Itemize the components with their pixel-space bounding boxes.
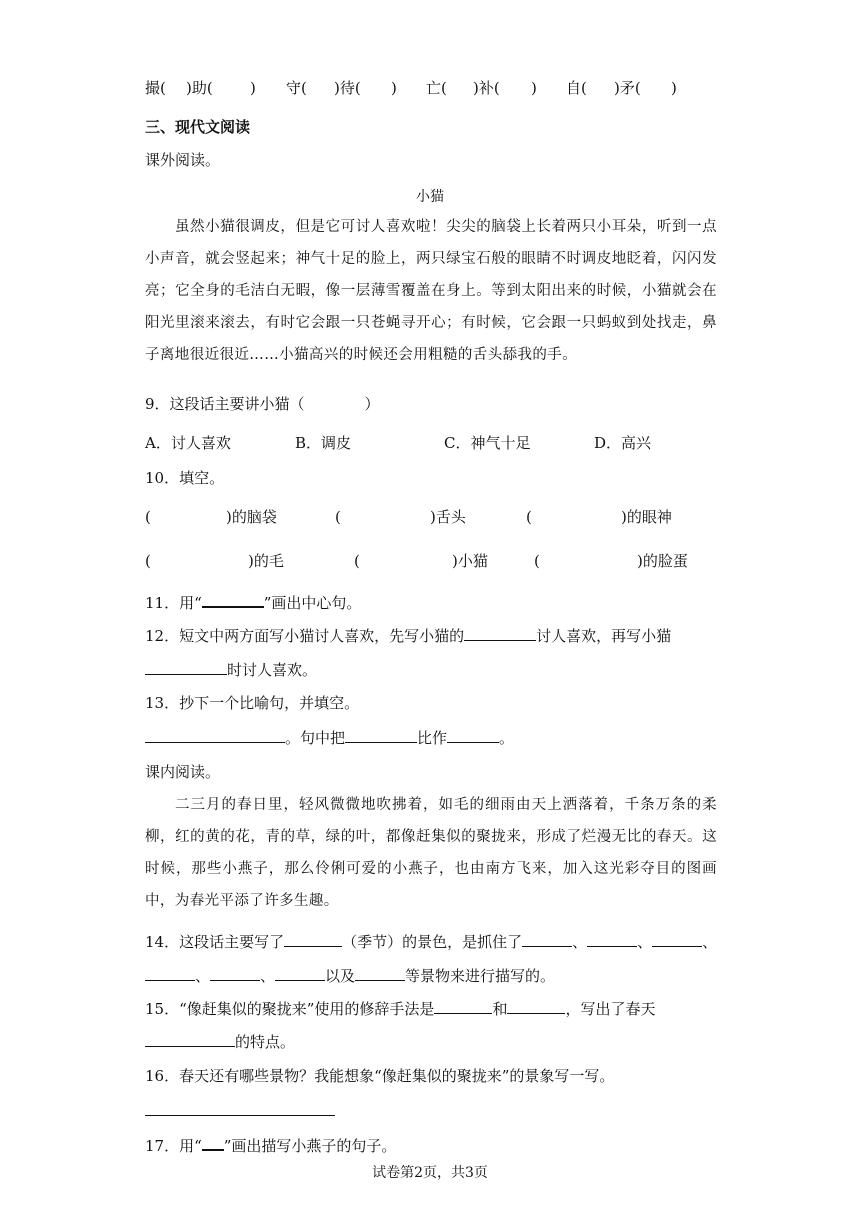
q14-sep: 、 [702,933,718,951]
q14-blank[interactable] [210,965,260,981]
section-heading: 三、现代文阅读 [145,118,251,136]
question-17 [145,1134,396,1156]
q15-text-b: 和 [492,1000,508,1018]
question-15 [145,998,655,1019]
passage-paragraph: 虽然小猫很调皮，但是它可讨人喜欢啦！尖尖的脑袋上长着两只小耳朵，听到一点小声音，就会竖起来；神气十足的脸上，两只绿宝石般的眼睛不时调皮地眨着，闪闪发亮；它全身的毛洁白无暇，像一层薄雪覆盖在身上。等到太阳出来的时候，小猫就会在阳光里滚来滚去，有时它会跟一只苍蝇寻开心；有时候，它会跟一只蚂蚁到处找走，鼻子离地很近很近……小猫高兴的时候还会用粗糙的舌头舔我的手。 [145,219,717,363]
q14-blank[interactable] [355,965,405,981]
q13-blank-3[interactable] [447,727,499,743]
q14-blank-season[interactable] [284,931,342,947]
q11-underline-sample [202,591,264,608]
q14-blank[interactable] [652,931,702,947]
q13-blank-1[interactable] [145,727,285,743]
q10-item: )小猫 [452,552,488,570]
question-12-cont [145,659,317,680]
q9-stem: 9．这段话主要讲小猫（ [145,395,305,413]
question-9 [145,394,380,414]
q10-paren: ( [354,552,360,570]
q10-item: )的眼神 [621,508,672,526]
extra-reading-label: 课外阅读。 [145,151,221,169]
q17-underline-sample [202,1134,224,1151]
q10-item: )舌头 [430,508,466,526]
question-13-fill [145,727,514,748]
q12-text-a: 12．短文中两方面写小猫讨人喜欢，先写小猫的 [145,627,465,645]
q10-paren: ( [335,508,341,526]
char-item: )补( [473,79,500,97]
q14-sep: 、 [195,967,211,985]
q14-sep: 、 [572,933,588,951]
q13-text-b: 。句中把 [285,729,346,747]
q14-text-d: 等景物来进行描写的。 [405,967,556,985]
q9-option-d[interactable]: D．高兴 [594,434,652,452]
question-15-cont [145,1031,295,1052]
q14-text-b: （季节）的景色，是抓住了 [342,933,523,951]
q10-item: )的脸蛋 [637,552,688,570]
q13-text-d: 。 [499,729,515,747]
q13-text-c: 比作 [417,729,448,747]
char-item: ) [671,79,677,97]
question-12 [145,625,671,646]
char-item: )矛( [614,79,641,97]
char-item: )待( [334,79,361,97]
q14-blank[interactable] [145,965,195,981]
q14-text-a: 14．这段话主要写了 [145,933,285,951]
q11-text-b: ”画出中心句。 [263,594,362,612]
q15-blank-2[interactable] [507,998,565,1014]
question-14 [145,931,717,952]
q14-sep: 、 [260,967,276,985]
char-item: 自( [566,79,587,97]
q17-text-b: ”画出描写小燕子的句子。 [223,1137,397,1155]
char-item: ) [391,79,397,97]
q15-text-d: 的特点。 [235,1033,296,1051]
char-item: )助( [186,79,213,97]
q9-close: ） [364,395,380,413]
inclass-paragraph: 二三月的春日里，轻风微微地吹拂着，如毛的细雨由天上洒落着，千条万条的柔柳，红的黄的花，青的草，绿的叶，都像赶集似的聚拢来，形成了烂漫无比的春天。这时候，那些小燕子，那么伶俐可爱的小燕子，也由南方飞来，加入这光彩夺目的图画中，为春光平添了许多生趣。 [145,797,717,909]
q10-paren: ( [526,508,532,526]
q10-item: )的脑袋 [226,508,277,526]
q14-text-c: 以及 [325,967,356,985]
q15-text-c: ，写出了春天 [565,1000,656,1018]
question-14-cont [145,965,555,986]
passage-title: 小猫 [416,189,444,205]
q10-paren: ( [145,552,151,570]
q12-blank-1[interactable] [464,625,536,641]
q14-blank[interactable] [587,931,637,947]
question-13: 13．抄下一个比喻句，并填空。 [145,694,360,712]
question-16: 16．春天还有哪些景物？我能想象“像赶集似的聚拢来”的景象写一写。 [145,1067,615,1085]
q17-text-a: 17．用“ [145,1137,202,1155]
q14-sep: 、 [637,933,653,951]
q14-blank[interactable] [522,931,572,947]
q15-text-a: 15．“像赶集似的聚拢来”使用的修辞手法是 [145,1000,435,1018]
q15-blank-1[interactable] [434,998,492,1014]
inclass-reading-label: 课内阅读。 [145,763,221,781]
q12-blank-2[interactable] [145,659,227,675]
q11-text-a: 11．用“ [145,594,202,612]
q10-item: )的毛 [248,552,284,570]
q14-blank[interactable] [275,965,325,981]
char-item: 守( [286,79,307,97]
page-footer: 试卷第2页，共3页 [372,1165,488,1181]
q9-option-c[interactable]: C．神气十足 [444,434,531,452]
q12-text-c: 时讨人喜欢。 [227,661,318,679]
q16-answer-line[interactable] [145,1115,335,1116]
q9-option-b[interactable]: B．调皮 [295,434,352,452]
q15-blank-3[interactable] [145,1031,235,1047]
q10-paren: ( [145,508,151,526]
q9-option-a[interactable]: A．讨人喜欢 [145,434,231,452]
char-item: ) [250,79,256,97]
char-item: 亡( [426,79,447,97]
question-11 [145,591,361,613]
q12-text-b: 讨人喜欢，再写小猫 [536,627,672,645]
q13-blank-2[interactable] [345,727,417,743]
char-item: 撮( [145,79,166,97]
char-item: ) [531,79,537,97]
question-10: 10．填空。 [145,469,225,487]
q10-paren: ( [534,552,540,570]
